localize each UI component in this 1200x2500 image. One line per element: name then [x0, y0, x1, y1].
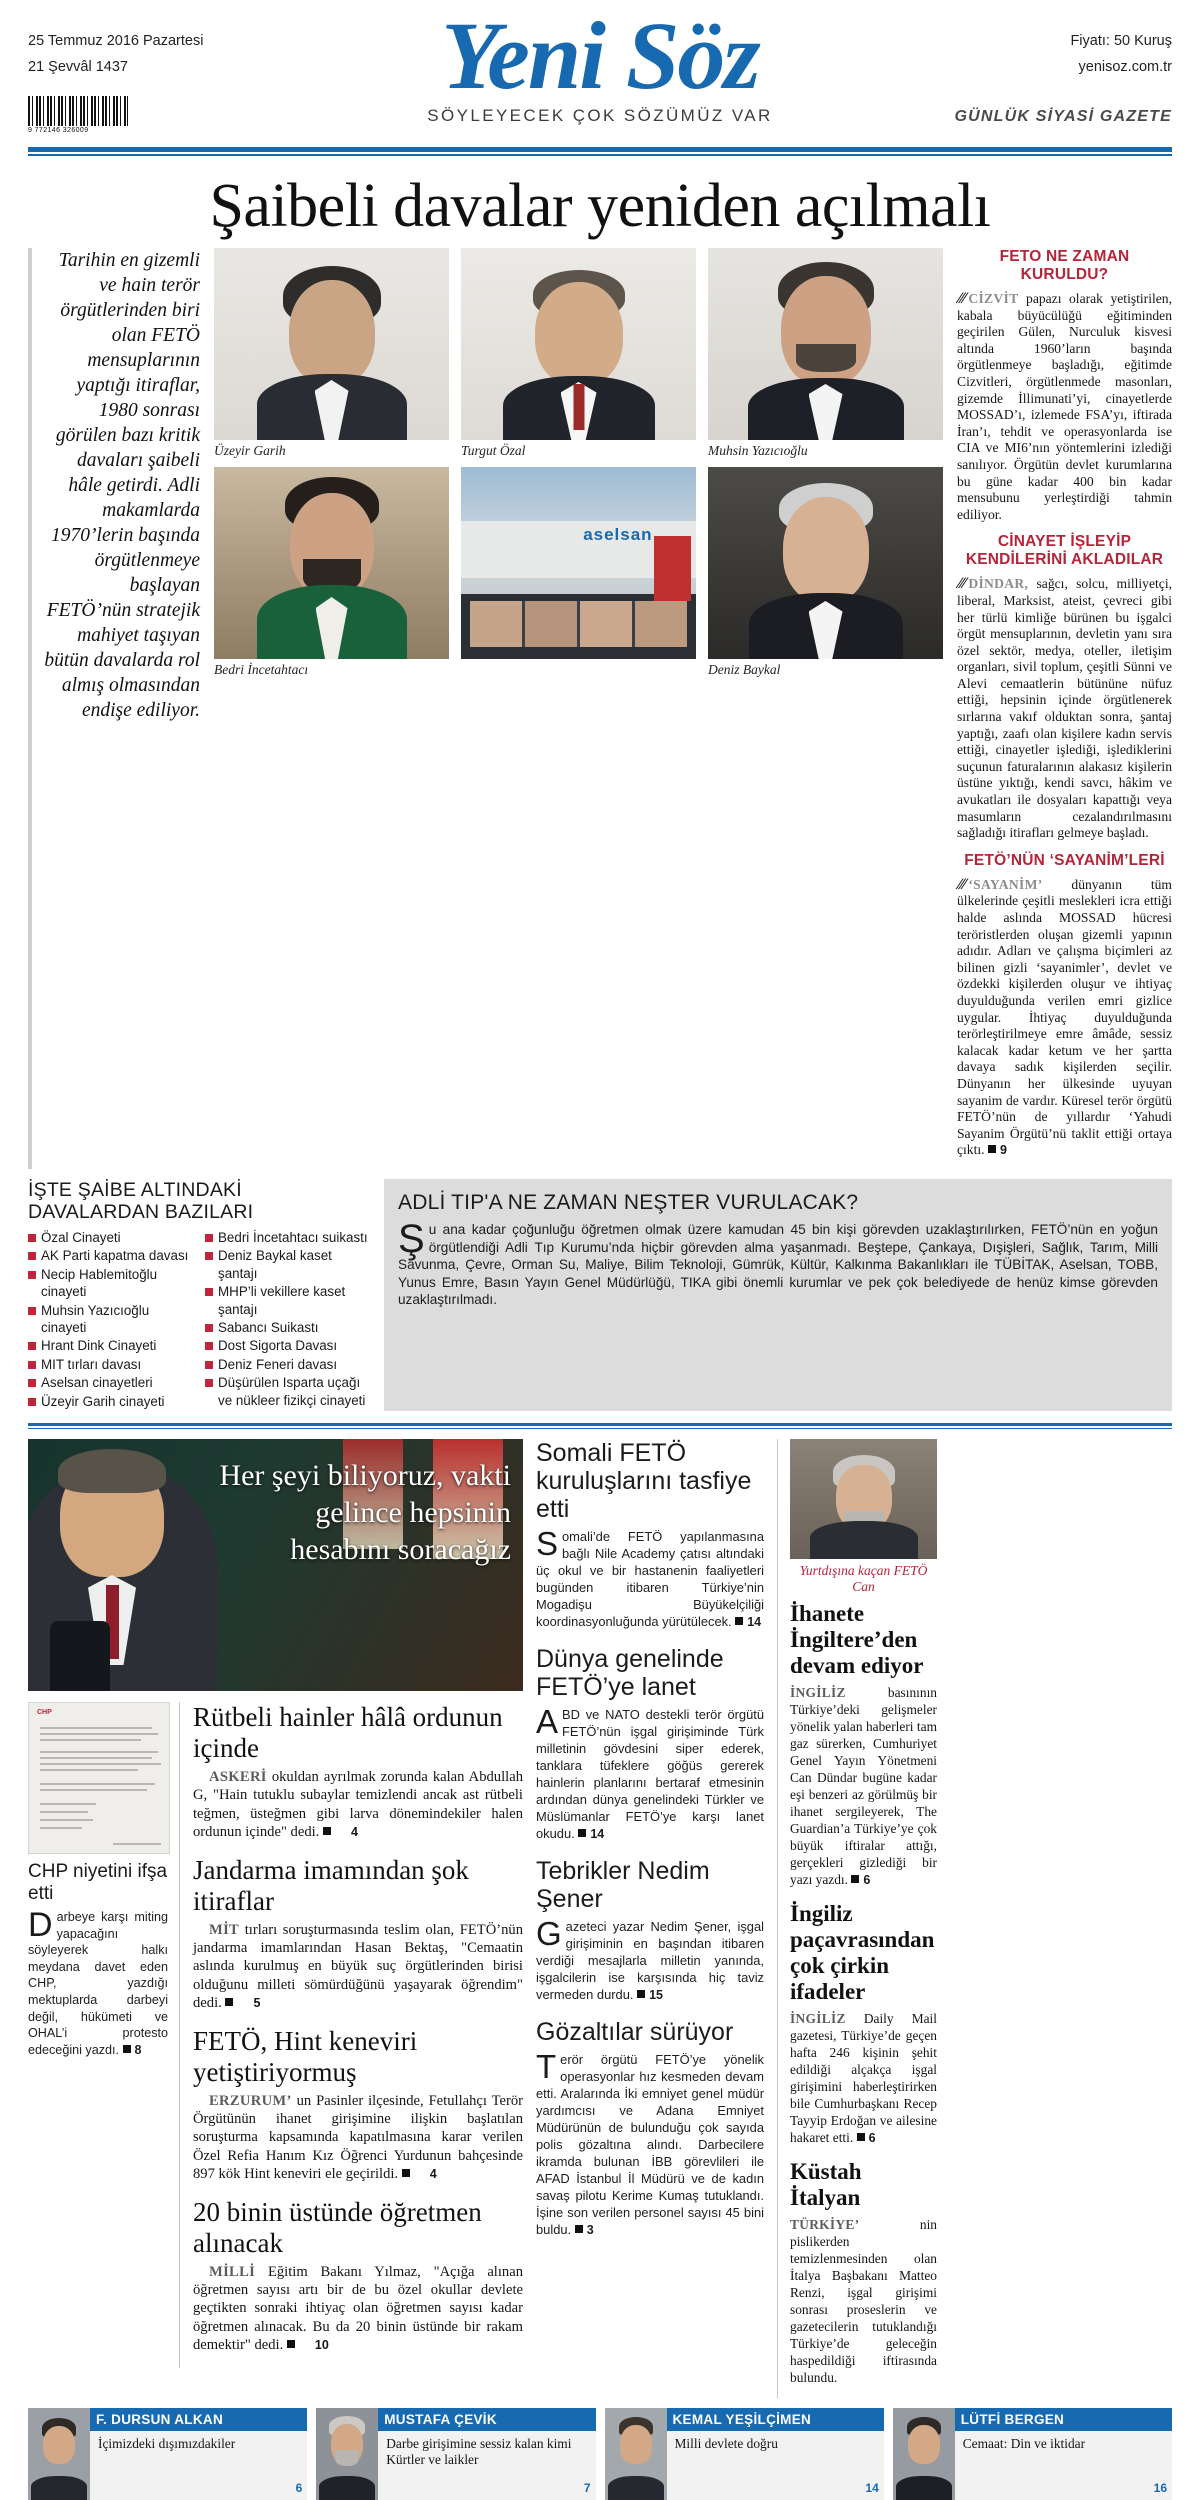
mid-body-text: erör örgütü FETÖ’ye yönelik operasyonlar hız kesmeden devam etti. Aralarında İki emniyet genel müdür yardımcısı ve Adana Emniyet Müdürünün de bulunduğu çok sayıda polis gözaltına alındı. Darbecilere ikramda bulunan İBB görevlileri ile AFAD İstanbul İl Müdürü ve de kadın savaş pilotu Kerime Kumaş tutuklandı. İşine son verilen personel sayısı 45 bini buldu.: [536, 2051, 764, 2237]
lead-article-grid: [28, 248, 1172, 1169]
adlitip-title: ADLİ TIP'A NE ZAMAN NEŞTER VURULACAK?: [398, 1190, 859, 1214]
columnist-teaser: [667, 2431, 884, 2500]
sidebar-lead-word-3: ‘SAYANİM’: [968, 876, 1043, 892]
mid-page-number: 14: [590, 1826, 605, 1841]
barcode: [28, 96, 128, 134]
barcode-number: 9 772146 326009: [28, 127, 89, 134]
list-item[interactable]: [28, 1356, 193, 1373]
bullet-square-icon: [205, 1324, 213, 1332]
section-rule-thick: [28, 1423, 1172, 1426]
page-square-icon: [735, 1617, 743, 1625]
right-headline-kustah[interactable]: Küstah İtalyan: [790, 2158, 862, 2210]
news-body-kenevir: [193, 2092, 523, 2184]
quote-mark-icon: ///: [954, 290, 968, 307]
mid-body-gozaltilar: [536, 2047, 764, 2239]
sidebar-paragraph-1: [954, 290, 1172, 523]
list-item[interactable]: [205, 1283, 370, 1318]
date-hijri: 21 Şevvâl 1437: [28, 59, 128, 75]
mid-dropcap: A: [536, 1702, 559, 1740]
columnist-page-number: 6: [295, 2481, 303, 2496]
portrait-turgut-ozal: [461, 248, 696, 440]
adlitip-body-wrap: [398, 1216, 1158, 1309]
case-list-and-adlitip: [28, 1179, 1172, 1411]
secondary-middle-column: [536, 1439, 764, 2398]
mid-dropcap: G: [536, 1914, 562, 1952]
website-link[interactable]: yenisoz.com.tr: [1078, 59, 1172, 75]
chp-dropcap: D: [28, 1905, 53, 1944]
page-square-icon: [323, 1827, 331, 1835]
list-item[interactable]: [205, 1319, 370, 1336]
mid-body-text: omali’de FETÖ yapılanmasına bağlı Nile Academy çatısı altındaki üç okul ve bir hastanenin faaliyetleri bugünden itibaren Türkiye’nin Mogadişu Büyükelçiliği koordinasyonluğunda yürütülecek.: [536, 1528, 764, 1629]
barcode-bars: [28, 96, 128, 126]
mid-page-number: 15: [649, 1987, 663, 2002]
center-news-column: [193, 1702, 523, 2368]
sidebar-heading-1: FETO NE ZAMAN KURULDU?: [999, 248, 1130, 283]
bullet-square-icon: [28, 1271, 36, 1279]
secondary-right-column: [777, 1439, 937, 2398]
case-list-right: [205, 1229, 370, 1411]
list-item[interactable]: [28, 1229, 193, 1246]
secondary-block: [28, 1439, 1172, 2398]
mid-headline-dunya[interactable]: Dünya genelinde FETÖ’ye lanet: [536, 1644, 724, 1701]
lead-photo-cell[interactable]: [461, 467, 696, 686]
bullet-square-icon: [28, 1342, 36, 1350]
right-body-kustah: [790, 2216, 937, 2386]
mid-headline-tebrikler[interactable]: Tebrikler Nedim Şener: [536, 1856, 710, 1913]
columnist-name: LÜTFİ BERGEN: [955, 2408, 1172, 2431]
newspaper-slogan: SÖYLEYECEK ÇOK SÖZÜMÜZ VAR: [427, 106, 773, 125]
lead-photo-cell[interactable]: [708, 467, 943, 686]
mid-dropcap: S: [536, 1524, 559, 1562]
bullet-square-icon: [28, 1361, 36, 1369]
date-gregorian: 25 Temmuz 2016 Pazartesi: [28, 33, 204, 49]
photo-caption: Deniz Baykal: [708, 662, 781, 677]
sidebar-page-number: 9: [999, 1143, 1007, 1158]
newspaper-logo: Yeni Söz: [441, 2, 759, 109]
list-item-label: Muhsin Yazıcıoğlu cinayeti: [41, 1302, 150, 1335]
right-body-text: Daily Mail gazetesi, Türkiye’de geçen hafta 246 kişinin şehit edildiği alçakça işgal girişimini haberleştirirken bile Cumhurbaşkanı Recep Tayyip Erdoğan ve ailesine hakaret etti.: [790, 2010, 937, 2145]
mid-body-dunya: [536, 1702, 764, 1843]
price-label: Fiyatı: 50 Kuruş: [1070, 33, 1172, 49]
lead-photo-cell[interactable]: [708, 248, 943, 467]
columnist-teaser: [90, 2431, 307, 2500]
list-item-label: MIT tırları davası: [41, 1356, 142, 1372]
list-item-label: Necip Hablemitoğlu cinayeti: [41, 1266, 158, 1300]
list-item-label: Özal Cinayeti: [41, 1229, 121, 1245]
page-square-icon: [225, 1998, 233, 2006]
bullet-square-icon: [205, 1252, 213, 1260]
mid-headline-somali[interactable]: Somali FETÖ kuruluşlarını tasfiye etti: [536, 1438, 752, 1523]
portrait-uzeyir-garih: [214, 248, 449, 440]
columnist-body: [667, 2408, 884, 2500]
section-rule-thin: [28, 1428, 1172, 1429]
sidebar-lead-word-2: DİNDAR,: [968, 576, 1029, 592]
photo-chp-document[interactable]: CHP: [28, 1702, 170, 1854]
right-body-text: nin pislikerden temizlenmesinden olan İtalya Başbakanı Matteo Renzi, işgal girişimi sonrası proseslerin ve gazetecilerin tutuklandığı Türkiye’de geleceğin haspedildiği iftirasında bulundu.: [790, 2216, 937, 2385]
news-lead-word: MİLLİ: [209, 2263, 256, 2280]
columnist-card[interactable]: [316, 2408, 595, 2500]
sidebar-paragraph-2: [954, 575, 1173, 842]
masthead-rule-thin: [28, 154, 1172, 156]
adlitip-dropcap: Ş: [398, 1216, 425, 1261]
adlitip-box: [384, 1179, 1172, 1411]
quote-mark-icon: ///: [954, 875, 968, 893]
list-item-label: Sabancı Suikastı: [218, 1319, 319, 1335]
bullet-square-icon: [28, 1398, 36, 1406]
sidebar-body-1: papazı olarak yetiştirilen, kabala büyücülüğü eğitiminden geçirilen Gülen, Nurculuk kisvesi altında 1960’ların başında örgütlenmeye başladığı, eğitimde Cizvitleri, örgütlenmede masonları, gizemde İllimunati’yi, cinayetlerde MOSSAD’ı, izlemede FSA’yı, iftirada İran’ı, tehdit ve operasyonlarda ise CIA ve MI6’nın yöntemlerini izlediği sanılıyor. Örgütün devlet kurumlarına bu güne kadar 400 bin kadar mensubunu yerleştirdiği tahmin ediliyor.: [957, 291, 1172, 522]
portrait-deniz-baykal: [708, 467, 943, 659]
feto-sidebar: [954, 248, 1173, 1169]
news-headline-ogretmen[interactable]: 20 binin üstünde öğretmen alınacak: [193, 2196, 482, 2258]
mid-body-tebrikler: [536, 1914, 764, 2004]
list-item-label: Aselsan cinayetleri: [41, 1375, 153, 1391]
columnist-teaser: [378, 2431, 595, 2500]
bullet-square-icon: [28, 1379, 36, 1387]
list-item[interactable]: [28, 1393, 193, 1410]
columnist-name: F. DURSUN ALKAN: [90, 2408, 307, 2431]
lead-photo-block: [214, 248, 943, 1169]
columnist-teaser-text: Milli devlete doğru: [674, 2435, 778, 2451]
case-list-columns: [28, 1229, 370, 1411]
page-square-icon: [578, 1829, 586, 1837]
sidebar-paragraph-3: [954, 875, 1172, 1159]
lead-photo-cell[interactable]: [214, 248, 449, 467]
lead-photo-cell[interactable]: [214, 467, 449, 686]
news-page-number: 4: [350, 1825, 358, 1840]
portrait-muhsin-yazicioglu: [708, 248, 943, 440]
right-body-pacavra: [790, 2010, 937, 2147]
page-square-icon: [575, 2225, 583, 2233]
page-square-icon: [988, 1145, 996, 1153]
news-lead-word: ERZURUM’: [209, 2092, 292, 2109]
news-lead-word: ASKERİ: [209, 1768, 267, 1785]
masthead: [28, 0, 1172, 145]
bullet-square-icon: [205, 1361, 213, 1369]
mid-headline-gozaltilar[interactable]: Gözaltılar sürüyor: [536, 2017, 734, 2046]
mid-body-somali: [536, 1524, 764, 1631]
news-body-text: un Pasinler ilçesinde, Fetullahçı Terör Örgütünün ihanet girişimine ilişkin başlatılan soruşturma kapsamında kapatılmasına karar verilen Özel Refia Hanım Kız Öğrenci Yurdunun bahçesinde 897 kök Hint keneviri ele geçirildi.: [193, 2092, 523, 2183]
list-item-label: Hrant Dink Cinayeti: [41, 1338, 157, 1354]
right-lead-word: İNGİLİZ: [790, 1684, 846, 1700]
list-item[interactable]: [28, 1374, 193, 1391]
sidebar-body-2: sağcı, solcu, milliyetçi, liberal, Marksist, ateist, çevreci gibi her türlü kimliğe bürünen bu işgalci örgüt mensuplarının, devletin yanı sıra özel sektör, medya, oteller, iletişim organları, sivil toplum, çeşitli Sünni ve Alevi cemaatlerin bütününe nüfuz ettiği, hepsinin içinde örgütlenerek sırlarına vakıf olduktan sonra, şantaj yaptığı, zaafı olan kişilere kadın servis ettiği, cinayetler işlediği, işlediklerini suçunun faturalarının alakasız kişilerin üstüne yıktığı, kendi savcı, hâkim ve avukatları ile dosyaları kapattığı veya masumların cezalandırılmasını sağladığı itirafları gelmeye başladı.: [957, 576, 1173, 841]
news-body-ogretmen: [193, 2263, 523, 2355]
news-body-text: Eğitim Bakanı Yılmaz, "Açığa alınan öğretmen sayısı artı bir de bu özel okullar devlete geçtikten sonraki ihtiyaç olan öğretmen sayısı kadar öğretmen alınacak. Bu da 20 binin üstünde bir rakam demektir" dedi.: [193, 2263, 523, 2354]
list-item-label: Bedri İncetahtacı suikastı: [218, 1229, 368, 1245]
columnist-page-number: 7: [583, 2481, 591, 2496]
masthead-rule-thick: [28, 147, 1172, 152]
list-item-label: Deniz Feneri davası: [218, 1356, 338, 1372]
case-list-left: [28, 1229, 193, 1411]
list-item-label: Dost Sigorta Davası: [218, 1338, 338, 1354]
masthead-price-block: [1070, 28, 1172, 80]
lead-photo-row-1: [214, 248, 943, 467]
page-square-icon: [637, 1990, 645, 1998]
bullet-square-icon: [205, 1379, 213, 1387]
erdogan-quote: Her şeyi biliyoruz, vakti gelince hepsinin hesabını soracağız: [219, 1458, 511, 1566]
photo-can-dundar[interactable]: [790, 1439, 937, 1559]
columnist-avatar: [893, 2408, 955, 2500]
chp-body-wrap: [28, 1905, 168, 2058]
lead-photo-cell[interactable]: [461, 248, 696, 467]
page-square-icon: [402, 2169, 410, 2177]
portrait-bedri-incetahtaci: [214, 467, 449, 659]
bullet-square-icon: [28, 1307, 36, 1315]
columnist-bar: [28, 2408, 1172, 2500]
news-page-number: 10: [314, 2338, 329, 2353]
columnist-name: KEMAL YEŞİLÇİMEN: [667, 2408, 884, 2431]
sidebar-lead-word-1: CİZVİT: [968, 291, 1019, 306]
columnist-avatar: [28, 2408, 90, 2500]
columnist-page-number: 14: [865, 2481, 879, 2496]
list-item[interactable]: [205, 1247, 370, 1282]
columnist-teaser-text: İçimizdeki dışımızdakiler: [98, 2435, 236, 2451]
right-headline-pacavra[interactable]: İngiliz paçavrasından çok çirkin ifadeler: [790, 1900, 935, 2004]
bullet-square-icon: [28, 1252, 36, 1260]
list-item-label: Deniz Baykal kaset şantajı: [218, 1248, 332, 1281]
columnist-teaser-text: Darbe girişimine sessiz kalan kimi Kürtler ve laikler: [386, 2435, 572, 2468]
page-square-icon: [123, 2045, 131, 2053]
secondary-left-column: [28, 1439, 523, 2398]
columnist-body: [90, 2408, 307, 2500]
right-lead-word: İNGİLİZ: [790, 2010, 846, 2026]
news-body-rutbeli: [193, 1768, 523, 1842]
columnist-card[interactable]: [893, 2408, 1172, 2500]
lead-photo-row-2: [214, 467, 943, 686]
news-body-text: tırları soruşturmasında teslim olan, FETÖ’nün jandarma imamlarından Hasan Bektaş, "Cemaatin aslında kurulmuş en büyük suç örgütlerinden birisi olduğunu milleti sömürdüğünü yaşayarak öğrendim" dedi.: [193, 1921, 523, 2012]
list-item-label: Düşürülen Isparta uçağı ve nükleer fizikçi cinayeti: [218, 1375, 366, 1408]
chp-headline[interactable]: CHP niyetini ifşa etti: [28, 1860, 168, 1904]
list-item-label: AK Parti kapatma davası: [41, 1248, 189, 1264]
news-page-number: 5: [253, 1996, 261, 2011]
news-body-jandarma: [193, 1921, 523, 2013]
chp-body: arbeye karşı miting yapacağını söyleyerek halkı meydana davet eden CHP, yazdığı mektuplarda darbeyi değil, hükümeti ve OHAL’i protesto edeceğini yazdı.: [28, 1909, 168, 2057]
columnist-name: MUSTAFA ÇEVİK: [378, 2408, 595, 2431]
mid-page-number: 3: [586, 2222, 594, 2237]
bullet-square-icon: [205, 1342, 213, 1350]
news-headline-jandarma[interactable]: Jandarma imamından şok itiraflar: [193, 1854, 469, 1916]
columnist-avatar: [605, 2408, 667, 2500]
columnist-page-number: 16: [1153, 2481, 1167, 2496]
photo-caption: Turgut Özal: [461, 443, 526, 458]
list-item[interactable]: [205, 1337, 370, 1354]
columnist-teaser-text: Cemaat: Din ve iktidar: [962, 2435, 1086, 2451]
lead-deck: Tarihin en gizemli ve hain terör örgütlerinden biri olan FETÖ mensuplarının yaptığı itiraflar, 1980 sonrası görülen bazı kritik davaları şaibeli hâle getirdi. Adli makamlarda 1970’lerin başında örgütlenmeye başlayan FETÖ’nün stratejik mahiyet taşıyan bütün davalarda rol almış olmasından endişe ediliyor.: [28, 248, 200, 1169]
list-item[interactable]: [28, 1302, 193, 1337]
list-item-label: MHP’li vekillere kaset şantajı: [218, 1284, 346, 1317]
list-item[interactable]: [205, 1374, 370, 1409]
news-headline-rutbeli[interactable]: Rütbeli hainler hâlâ ordunun içinde: [193, 1701, 503, 1763]
photo-caption: Üzeyir Garih: [214, 443, 286, 458]
photo-caption: Muhsin Yazıcıoğlu: [708, 443, 808, 458]
right-page-number: 6: [868, 2130, 876, 2145]
mid-body-text: azeteci yazar Nedim Şener, işgal girişiminin en başından itibaren verdiği mesajlarla milletin yanında, işgalcilerin ise karşısında hiç taviz vermeden durdu.: [536, 1918, 764, 2002]
columnist-avatar: [316, 2408, 378, 2500]
columnist-teaser: [955, 2431, 1172, 2500]
quote-mark-icon: ///: [954, 575, 968, 593]
mid-dropcap: T: [536, 2047, 557, 2085]
list-item[interactable]: [205, 1229, 370, 1246]
case-list-box: [28, 1179, 370, 1411]
page-square-icon: [851, 1875, 859, 1883]
list-item[interactable]: [28, 1247, 193, 1264]
news-lead-word: MİT: [209, 1921, 240, 1938]
list-item-label: Üzeyir Garih cinayeti: [41, 1393, 165, 1409]
page-square-icon: [287, 2340, 295, 2348]
masthead-tagline: GÜNLÜK SİYASİ GAZETE: [954, 108, 1172, 125]
list-item[interactable]: [205, 1356, 370, 1373]
lead-headline[interactable]: Şaibeli davalar yeniden açılmalı: [209, 172, 991, 240]
right-body-ihanete: [790, 1684, 937, 1889]
mid-body-text: BD ve NATO destekli terör örgütü FETÖ’nün işgal girişiminde Türk milletinin gövdesini siper ederek, tanklara tüfeklere göğüs gererek hainlerin planlarını bertaraf etmesinin ardından dünya genelindeki Türkler ve Müslümanlar FETÖ’ye karşı lanet okudu.: [536, 1706, 764, 1841]
photo-aselsan-building: aselsan: [461, 467, 696, 659]
news-page-number: 4: [429, 2167, 437, 2182]
news-body-text: okuldan ayrılmak zorunda kalan Abdullah G, "Hain tutuklu subaylar temizlendi ancak ast rütbeli teğmen, üsteğmen gibi larva dönemindekiler halen ordunun içinde" dedi.: [193, 1768, 523, 1841]
list-item[interactable]: [28, 1266, 193, 1301]
chp-page-number: 8: [134, 2042, 142, 2057]
mid-page-number: 14: [747, 1614, 762, 1629]
right-lead-word: TÜRKİYE’: [790, 2216, 860, 2232]
case-list-title: İŞTE ŞAİBE ALTINDAKİ DAVALARDAN BAZILARI: [28, 1178, 254, 1223]
columnist-card[interactable]: [605, 2408, 884, 2500]
columnist-card[interactable]: [28, 2408, 307, 2500]
bullet-square-icon: [205, 1288, 213, 1296]
news-headline-kenevir[interactable]: FETÖ, Hint keneviri yetiştiriyormuş: [193, 2025, 418, 2087]
sidebar-body-3: dünyanın tüm ülkelerinde çeşitli meslekleri icra ettiği halde aslında MOSSAD hücresi teröristlerden oluşan gizemli yapının adıdır. Adları ve çalışma biçimleri az bilinen gizli ‘sayanimler’, devlet ve özdekki kişilerden oluşur ve ihtiyaç duyulduğunda verilen emri gizlice uygular. İhtiyaç duyulduğunda terörleştirilmeye emre âmâde, sessiz kalacak kadar ketum ve her şartta davaya sadık kişilerden seçilir. Dünyanın her ülkesinde uyuyan sayanim de vardır. Küresel terör örgütü FETÖ’nün de yıllardır ‘Yahudi Sayanim Örgütü’nü taklit ettiği ortaya çıktı.: [957, 876, 1172, 1158]
sidebar-heading-2: CİNAYET İŞLEYİP KENDİLERİNİ AKLADILAR: [965, 533, 1164, 569]
columnist-body: [378, 2408, 595, 2500]
page-square-icon: [857, 2133, 865, 2141]
chp-article: [28, 1702, 180, 2368]
photo-caption: Bedri İncetahtacı: [214, 662, 309, 677]
adlitip-body: u ana kadar çoğunluğu öğretmen olmak üzere kamudan 45 bin kişi görevden uzaklaştırılırken, FETÖ’nün en yoğun örgütlendiği Adli Tıp Kurumu’nda hiçbir görevden alma yaşanmadı. Beştepe, Çankaya, Dışişleri, Sağlık, Tarım, Milli Savunma, Çevre, Orman Su, Maliye, Bilim Teknoloji, Gümrük, Kültür, Kalkınma Bakanlıkları ile TÜBİTAK, Aselsan, TOBB, Yunus Emre, Basın Yayın Genel Müdürlüğü, TIKA gibi önemli kurumlar ve pek çok belediyede de henüz kimse görevden uzaklaştırılmadı.: [398, 1221, 1158, 1308]
right-body-text: basınının Türkiye’deki gelişmeler yönelik yalan haberleri tam gaz sürerken, Cumhuriyet Genel Yayın Yönetmeni Can Dündar bugüne kadar eşi benzeri az görülmüş bir ihanet sergileyerek, The Guardian’a Türkiye’ye çok büyük iftiralar attığı, gerçekleri gizlediği bir yazı yazdı.: [790, 1684, 937, 1887]
bullet-square-icon: [28, 1234, 36, 1242]
bullet-square-icon: [205, 1234, 213, 1242]
right-page-number: 6: [863, 1872, 871, 1887]
photo-erdogan-speech[interactable]: [28, 1439, 523, 1691]
columnist-body: [955, 2408, 1172, 2500]
photo-caption-can-dundar: Yurtdışına kaçan FETÖ Can: [799, 1562, 928, 1594]
right-headline-ihanete[interactable]: İhanete İngiltere’den devam ediyor: [790, 1600, 924, 1678]
list-item[interactable]: [28, 1337, 193, 1354]
sidebar-heading-3: FETÖ’NÜN ‘SAYANİM’LERİ: [964, 851, 1165, 869]
secondary-left-lower: [28, 1702, 523, 2368]
